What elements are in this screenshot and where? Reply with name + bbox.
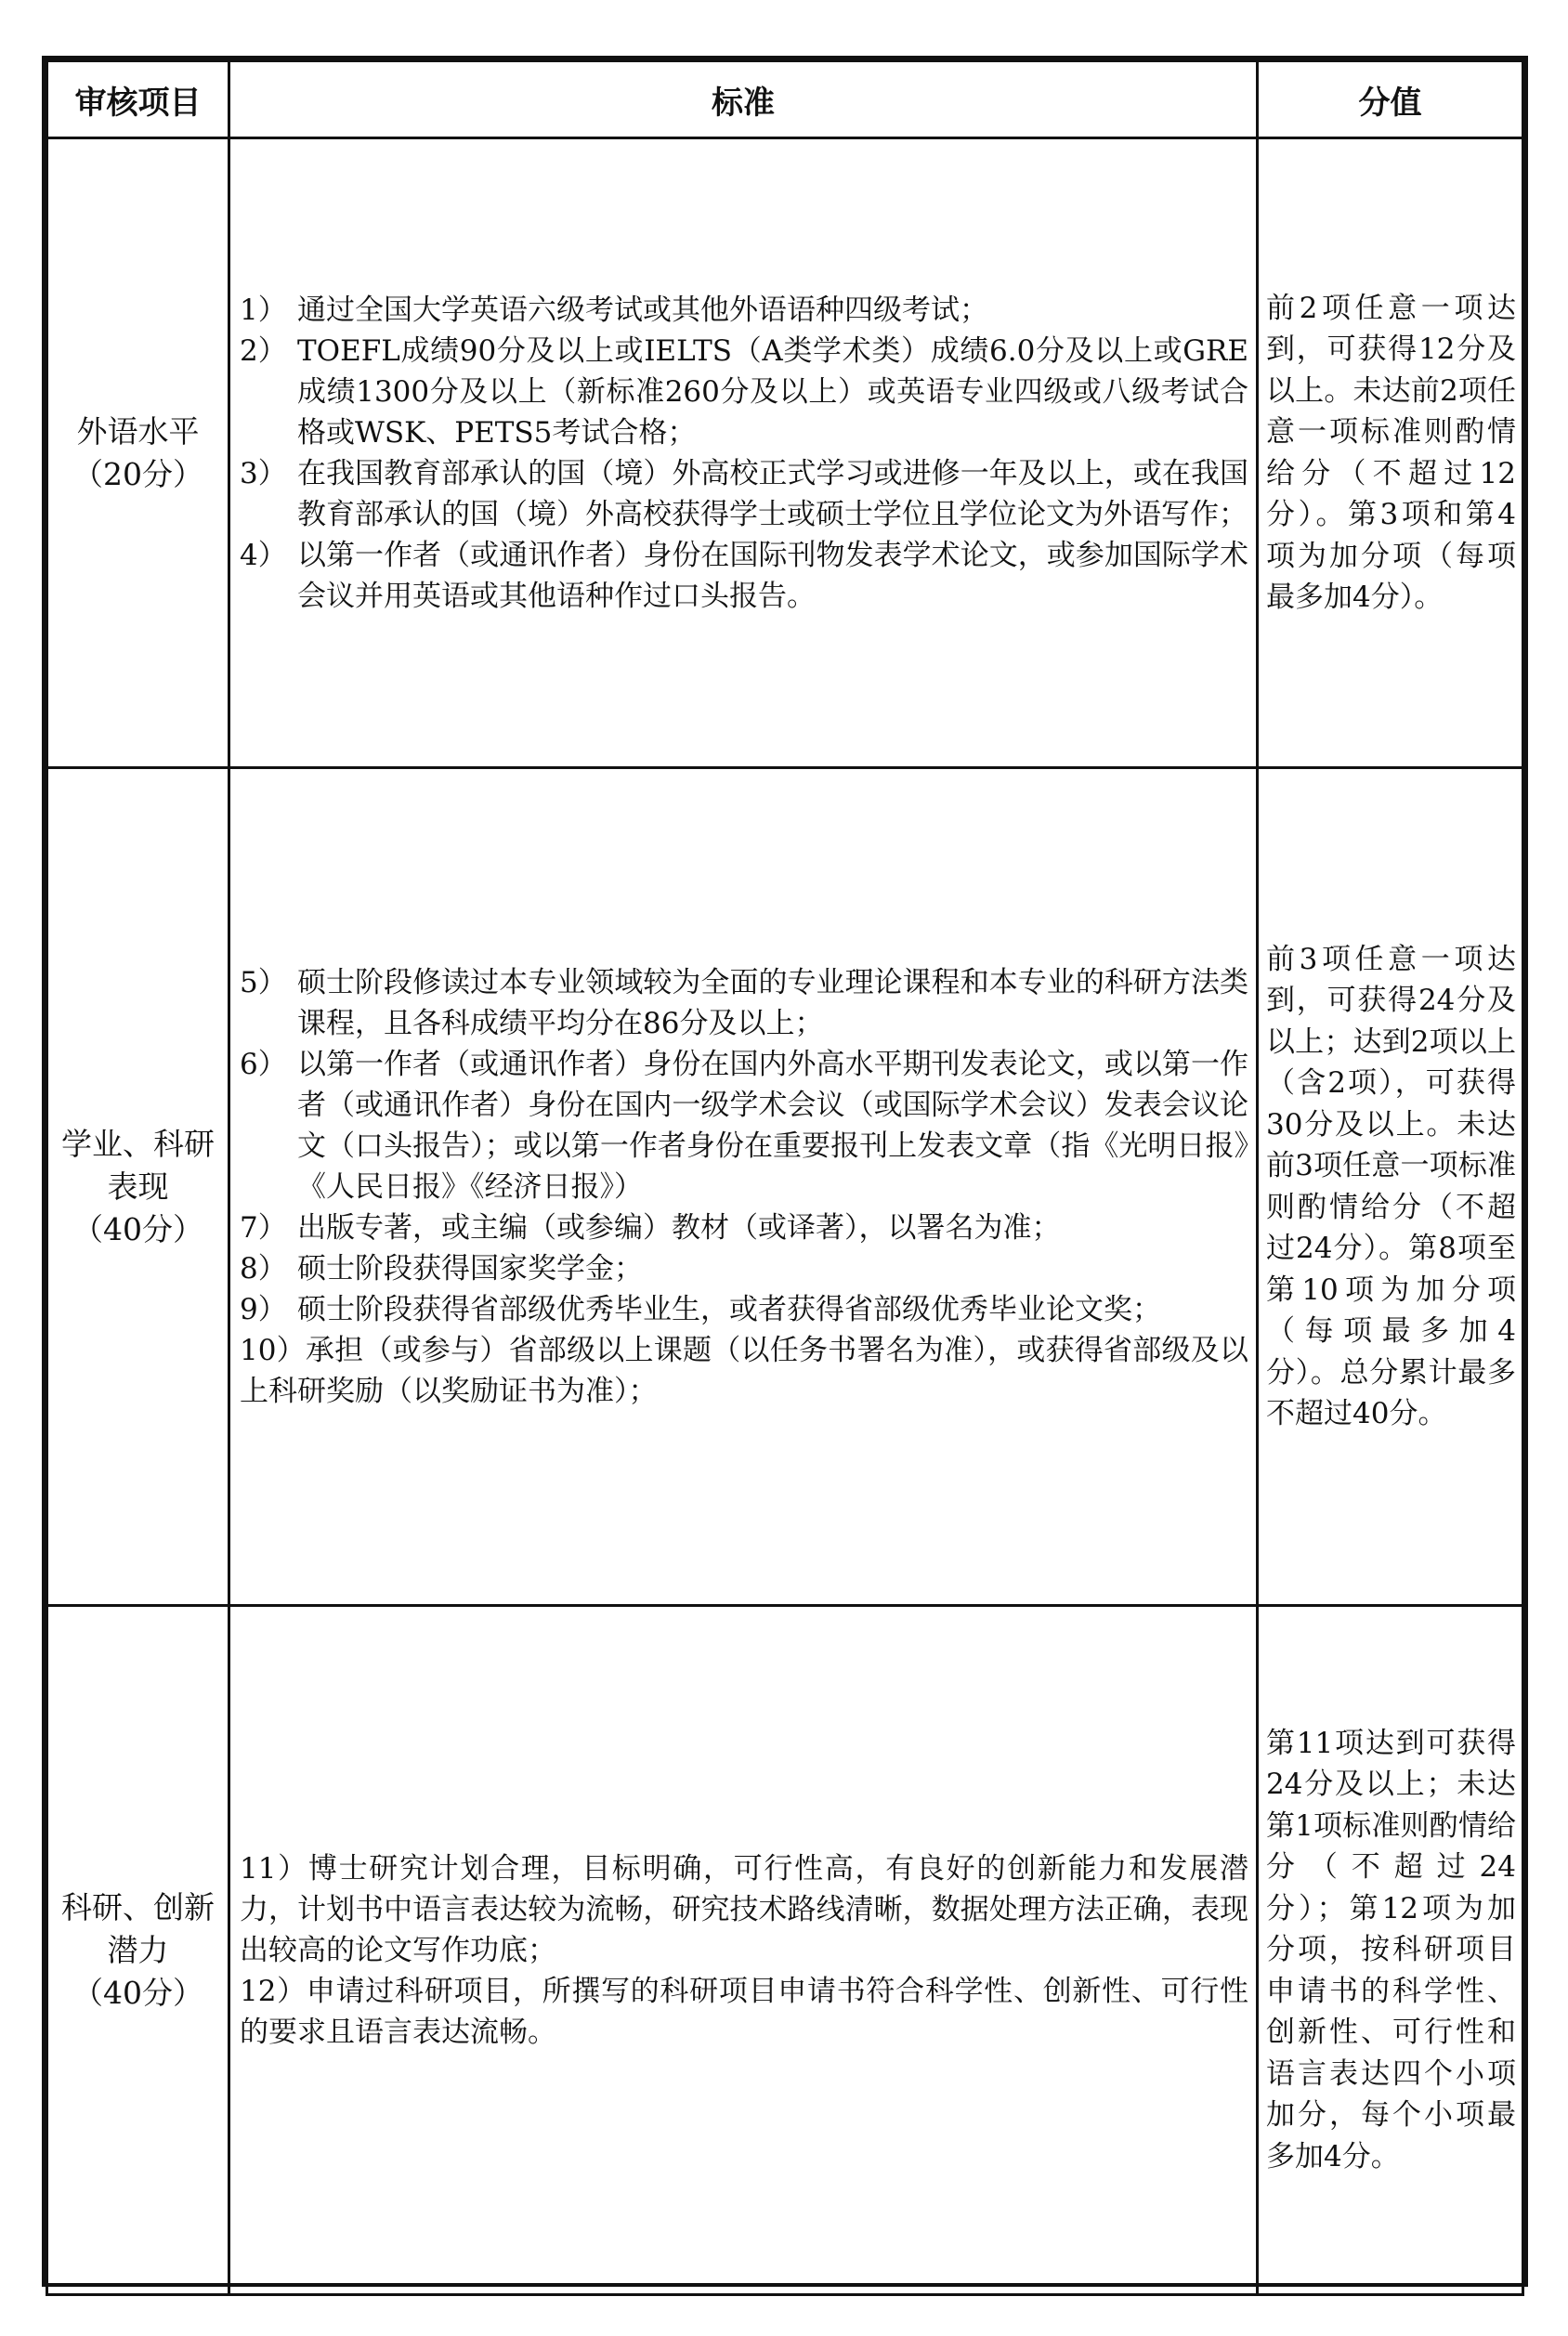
criterion-number: 4） [240, 538, 287, 572]
table-row-academic-performance [47, 768, 1523, 1606]
item-points: （20分） [72, 455, 203, 492]
criterion-text: TOEFL成绩90分及以上或IELTS（A类学术类）成绩6.0分及以上或GRE成绩1300分及以上（新标准260分及以上）或英语专业四级或八级考试合格或WSK、PETS5考试合格； [297, 333, 1248, 450]
criterion-text: 硕士阶段修读过本专业领域较为全面的专业理论课程和本专业的科研方法类课程，且各科成绩平均分在86分及以上； [297, 965, 1248, 1040]
criterion-text: 以第一作者（或通讯作者）身份在国际刊物发表学术论文，或参加国际学术会议并用英语或其他语种作过口头报告。 [297, 538, 1248, 613]
criterion-number: 1） [240, 293, 287, 327]
header-score: 分值 [1258, 61, 1523, 138]
header-row [47, 61, 1523, 138]
table-row-research-potential [47, 1606, 1523, 2295]
criterion [240, 1289, 1248, 1330]
scoring-table [46, 59, 1524, 2296]
criteria-list [240, 290, 1248, 617]
criterion-text: 申请过科研项目，所撰写的科研项目申请书符合科学性、创新性、可行性的要求且语言表达流畅。 [240, 1974, 1248, 2049]
header-item: 审核项目 [47, 61, 229, 138]
criterion-text: 硕士阶段获得国家奖学金； [297, 1251, 643, 1285]
score-cell: 前2项任意一项达到，可获得12分及以上。未达前2项任意一项标准则酌情给分（不超过12分）。第3项和第4项为加分项（每项最多加4分）。 [1258, 138, 1523, 768]
criterion [240, 1044, 1248, 1207]
criterion [240, 1330, 1248, 1412]
item-points: （40分） [72, 1974, 203, 2011]
criterion-number: 7） [240, 1210, 287, 1245]
criterion-number: 10） [240, 1333, 306, 1367]
item-name: 学业、科研表现 [61, 1125, 215, 1205]
criterion-number: 8） [240, 1251, 287, 1285]
item-name: 外语水平 [76, 412, 200, 450]
criterion [240, 453, 1248, 535]
criterion-text: 出版专著，或主编（或参编）教材（或译著），以署名为准； [297, 1210, 1061, 1245]
criterion [240, 1971, 1248, 2053]
criterion-text: 以第一作者（或通讯作者）身份在国内外高水平期刊发表论文，或以第一作者（或通讯作者）身份在国内一级学术会议（或国际学术会议）发表会议论文（口头报告）；或以第一作者身份在重要报刊上发表文章（指《光明日报》《人民日报》《经济日报》） [297, 1047, 1248, 1204]
criterion-text: 在我国教育部承认的国（境）外高校正式学习或进修一年及以上，或在我国教育部承认的国（境）外高校获得学士或硕士学位且学位论文为外语写作； [297, 456, 1248, 531]
criterion [240, 290, 1248, 331]
criterion-number: 12） [240, 1974, 307, 2008]
criterion-number: 3） [240, 456, 287, 490]
item-points: （40分） [72, 1210, 203, 1247]
criterion-number: 5） [240, 965, 287, 999]
criterion [240, 1248, 1248, 1289]
table-row-foreign-language [47, 138, 1523, 768]
criterion-number: 6） [240, 1047, 287, 1081]
criterion-number: 2） [240, 333, 287, 368]
criterion-number: 9） [240, 1292, 287, 1326]
criteria-list [240, 962, 1248, 1412]
criterion [240, 535, 1248, 617]
score-cell: 第11项达到可获得24分及以上；未达第1项标准则酌情给分（不超过24分）；第12项为加分项，按科研项目申请书的科学性、创新性、可行性和语言表达四个小项加分，每个小项最多加4分。 [1258, 1606, 1523, 2295]
standard-cell [229, 1606, 1258, 2295]
item-cell [47, 768, 229, 1606]
criterion-text: 承担（或参与）省部级以上课题（以任务书署名为准），或获得省部级及以上科研奖励（以奖励证书为准）； [240, 1333, 1248, 1408]
criterion-text: 博士研究计划合理，目标明确，可行性高，有良好的创新能力和发展潜力，计划书中语言表达较为流畅，研究技术路线清晰，数据处理方法正确，表现出较高的论文写作功底； [240, 1851, 1248, 1967]
scoring-table-frame [42, 56, 1528, 2287]
criterion-text: 通过全国大学英语六级考试或其他外语语种四级考试； [297, 293, 988, 327]
standard-cell [229, 768, 1258, 1606]
item-name: 科研、创新潜力 [61, 1888, 215, 1968]
criterion [240, 331, 1248, 453]
item-cell [47, 1606, 229, 2295]
criteria-list [240, 1848, 1248, 2053]
criterion-text: 硕士阶段获得省部级优秀毕业生，或者获得省部级优秀毕业论文奖； [297, 1292, 1161, 1326]
criterion [240, 1207, 1248, 1248]
score-cell: 前3项任意一项达到，可获得24分及以上；达到2项以上（含2项），可获得30分及以上。未达前3项任意一项标准则酌情给分（不超过24分）。第8项至第10项为加分项（每项最多加4分）。总分累计最多不超过40分。 [1258, 768, 1523, 1606]
item-cell [47, 138, 229, 768]
standard-cell [229, 138, 1258, 768]
criterion [240, 1848, 1248, 1971]
header-standard: 标准 [229, 61, 1258, 138]
criterion [240, 962, 1248, 1044]
criterion-number: 11） [240, 1851, 308, 1886]
